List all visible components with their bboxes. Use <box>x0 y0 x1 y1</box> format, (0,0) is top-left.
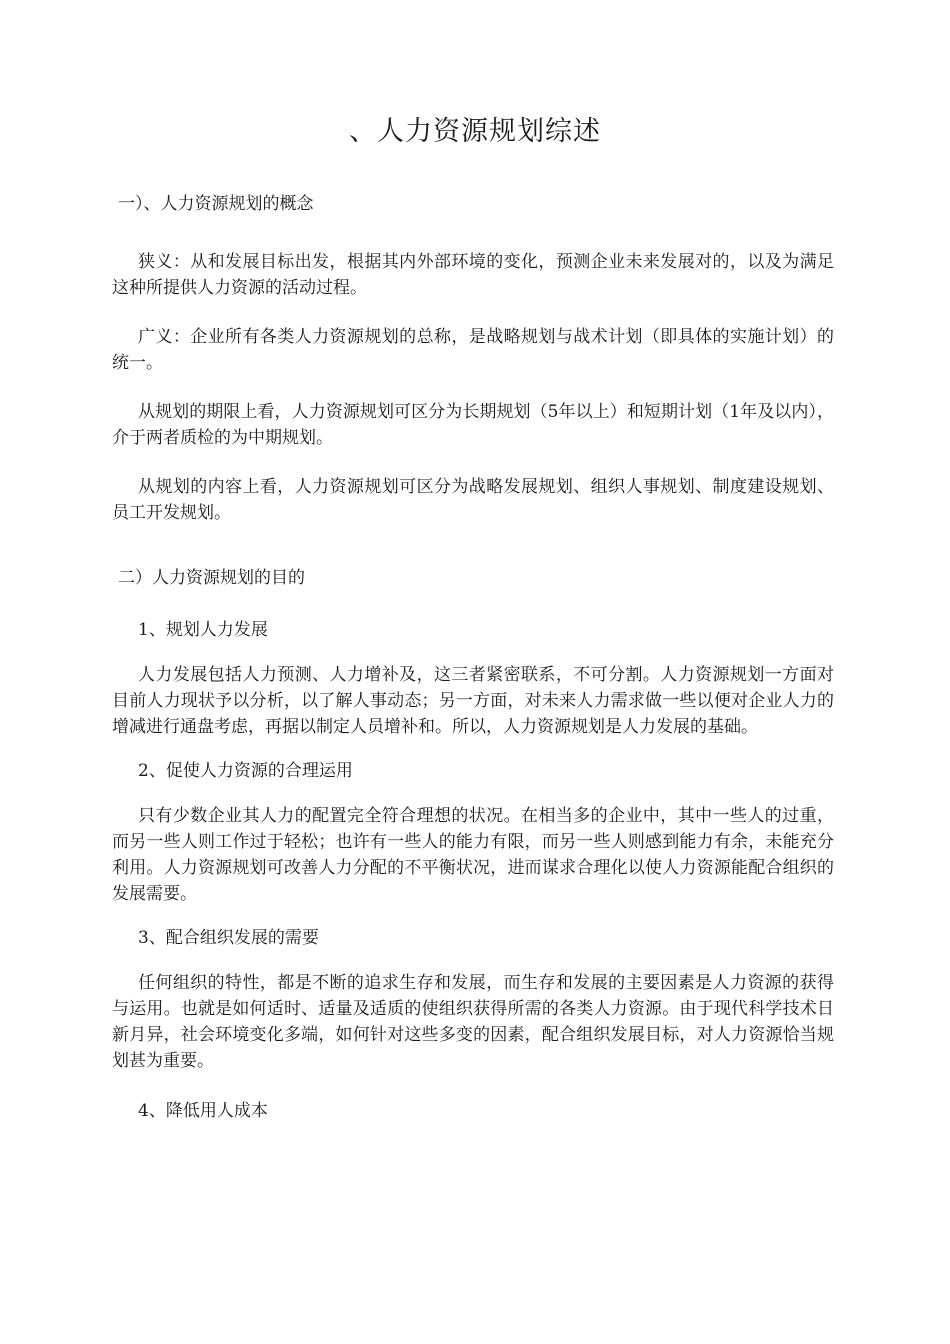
document-body <box>112 190 834 1126</box>
paragraph-item-3: 任何组织的特性，都是不断的追求生存和发展，而生存和发展的主要因素是人力资源的获得与运用。也就是如何适时、适量及适质的使组织获得所需的各类人力资源。由于现代科学技术日新月异，社会环境变化多端，如何针对这些多变的因素，配合组织发展目标，对人力资源恰当规划甚为重要。 <box>112 973 834 1071</box>
subheading-item-4: 4、降低用人成本 <box>138 1101 268 1121</box>
section-heading-concept: 一）、人力资源规划的概念 <box>118 194 314 214</box>
paragraph-planning-content: 从规划的内容上看，人力资源规划可区分为战略发展规划、组织人事规划、制度建设规划、员工开发规划。 <box>112 477 834 523</box>
document-title: 、人力资源规划综述 <box>349 116 601 147</box>
subheading-item-1: 1、规划人力发展 <box>138 620 268 640</box>
paragraph-planning-term: 从规划的期限上看，人力资源规划可区分为长期规划（5年以上）和短期计划（1年及以内），介于两者质检的为中期规划。 <box>112 402 834 448</box>
paragraph-item-2: 只有少数企业其人力的配置完全符合理想的状况。在相当多的企业中，其中一些人的过重，而另一些人则工作过于轻松；也许有一些人的能力有限，而另一些人则感到能力有余，未能充分利用。人力资源规划可改善人力分配的不平衡状况，进而谋求合理化以使人力资源能配合组织的发展需要。 <box>112 806 834 904</box>
subheading-item-2: 2、促使人力资源的合理运用 <box>138 761 353 781</box>
paragraph-narrow-definition: 狭义：从和发展目标出发，根据其内外部环境的变化，预测企业未来发展对的，以及为满足这种所提供人力资源的活动过程。 <box>112 252 834 298</box>
paragraph-item-1: 人力发展包括人力预测、人力增补及，这三者紧密联系，不可分割。人力资源规划一方面对目前人力现状予以分析，以了解人事动态；另一方面，对未来人力需求做一些以便对企业人力的增减进行通盘考虑，再据以制定人员增补和。所以，人力资源规划是人力发展的基础。 <box>112 665 834 737</box>
subheading-item-3: 3、配合组织发展的需要 <box>138 928 319 948</box>
section-heading-purpose: 二）人力资源规划的目的 <box>118 568 305 588</box>
paragraph-broad-definition: 广义：企业所有各类人力资源规划的总称，是战略规划与战术计划（即具体的实施计划）的统一。 <box>112 327 834 373</box>
